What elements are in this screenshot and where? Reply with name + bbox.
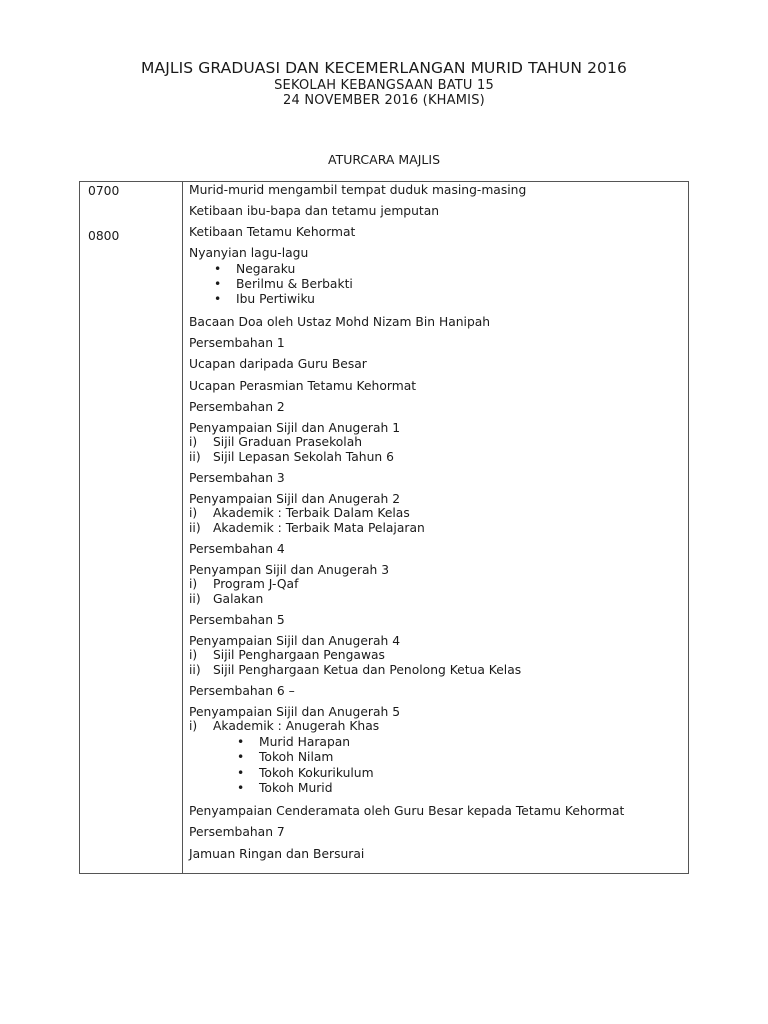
award-item [189,592,264,606]
item-number: ii) [189,450,201,464]
item-label: Sijil Penghargaan Ketua dan Penolong Ketua Kelas [213,663,522,677]
award-item [189,450,394,464]
song-label: Ibu Pertiwiku [236,292,315,306]
item-number: i) [189,719,198,733]
item-number: ii) [189,592,201,606]
program-line: Jamuan Ringan dan Bersurai [189,847,365,861]
item-number: i) [189,577,198,591]
program-line: Ketibaan ibu-bapa dan tetamu jemputan [189,204,440,218]
song-item [214,277,353,291]
program-line: Persembahan 6 – [189,684,295,698]
award-item [189,719,380,733]
program-line: Persembahan 4 [189,542,285,556]
program-line: Persembahan 2 [189,400,285,414]
award-item [189,663,522,677]
award-item [189,506,410,520]
program-line: Ucapan daripada Guru Besar [189,357,367,371]
item-number: i) [189,435,198,449]
award-item [189,435,363,449]
bullet-icon: • [214,262,222,276]
program-line: Persembahan 7 [189,825,285,839]
program-line: Nyanyian lagu-lagu [189,246,309,260]
item-label: Sijil Penghargaan Pengawas [213,648,385,662]
school-name: SEKOLAH KEBANGSAAN BATU 15 [274,78,494,93]
special-award-item [237,750,334,764]
program-table [79,181,689,874]
item-number: ii) [189,663,201,677]
event-date: 24 NOVEMBER 2016 (KHAMIS) [283,93,485,108]
item-label: Akademik : Anugerah Khas [213,719,380,733]
program-line: Penyampaian Cenderamata oleh Guru Besar kepada Tetamu Kehormat [189,804,625,818]
special-award-label: Tokoh Kokurikulum [259,766,374,780]
item-label: Sijil Graduan Prasekolah [213,435,363,449]
item-number: i) [189,506,198,520]
time-0700: 0700 [88,184,120,198]
program-line: Ucapan Perasmian Tetamu Kehormat [189,379,417,393]
bullet-icon: • [214,277,222,291]
special-award-item [237,766,374,780]
bullet-icon: • [237,750,245,764]
program-line: Persembahan 3 [189,471,285,485]
bullet-icon: • [237,766,245,780]
special-award-label: Tokoh Murid [259,781,333,795]
section-title: ATURCARA MAJLIS [327,152,441,167]
special-award-label: Murid Harapan [259,735,351,749]
program-line: Penyampan Sijil dan Anugerah 3 [189,563,390,577]
award-item [189,521,425,535]
program-line: Penyampaian Sijil dan Anugerah 5 [189,705,401,719]
column-divider [182,182,183,873]
song-label: Negaraku [236,262,296,276]
song-item [214,262,296,276]
document-header [0,59,768,108]
item-label: Program J-Qaf [213,577,299,591]
award-item [189,648,385,662]
program-line: Murid-murid mengambil tempat duduk masing-masing [189,183,527,197]
special-award-label: Tokoh Nilam [259,750,334,764]
program-line: Penyampaian Sijil dan Anugerah 1 [189,421,401,435]
item-number: i) [189,648,198,662]
item-label: Akademik : Terbaik Dalam Kelas [213,506,410,520]
program-line: Bacaan Doa oleh Ustaz Mohd Nizam Bin Hanipah [189,315,491,329]
song-item [214,292,315,306]
bullet-icon: • [237,735,245,749]
program-line: Persembahan 5 [189,613,285,627]
bullet-icon: • [214,292,222,306]
program-line: Ketibaan Tetamu Kehormat [189,225,356,239]
program-line: Penyampaian Sijil dan Anugerah 4 [189,634,401,648]
song-label: Berilmu & Berbakti [236,277,353,291]
program-line: Persembahan 1 [189,336,285,350]
special-award-item [237,735,351,749]
special-award-item [237,781,333,795]
program-line: Penyampaian Sijil dan Anugerah 2 [189,492,401,506]
award-item [189,577,299,591]
item-number: ii) [189,521,201,535]
time-0800: 0800 [88,229,120,243]
item-label: Sijil Lepasan Sekolah Tahun 6 [213,450,394,464]
event-title: MAJLIS GRADUASI DAN KECEMERLANGAN MURID TAHUN 2016 [141,59,627,77]
item-label: Akademik : Terbaik Mata Pelajaran [213,521,425,535]
item-label: Galakan [213,592,264,606]
bullet-icon: • [237,781,245,795]
